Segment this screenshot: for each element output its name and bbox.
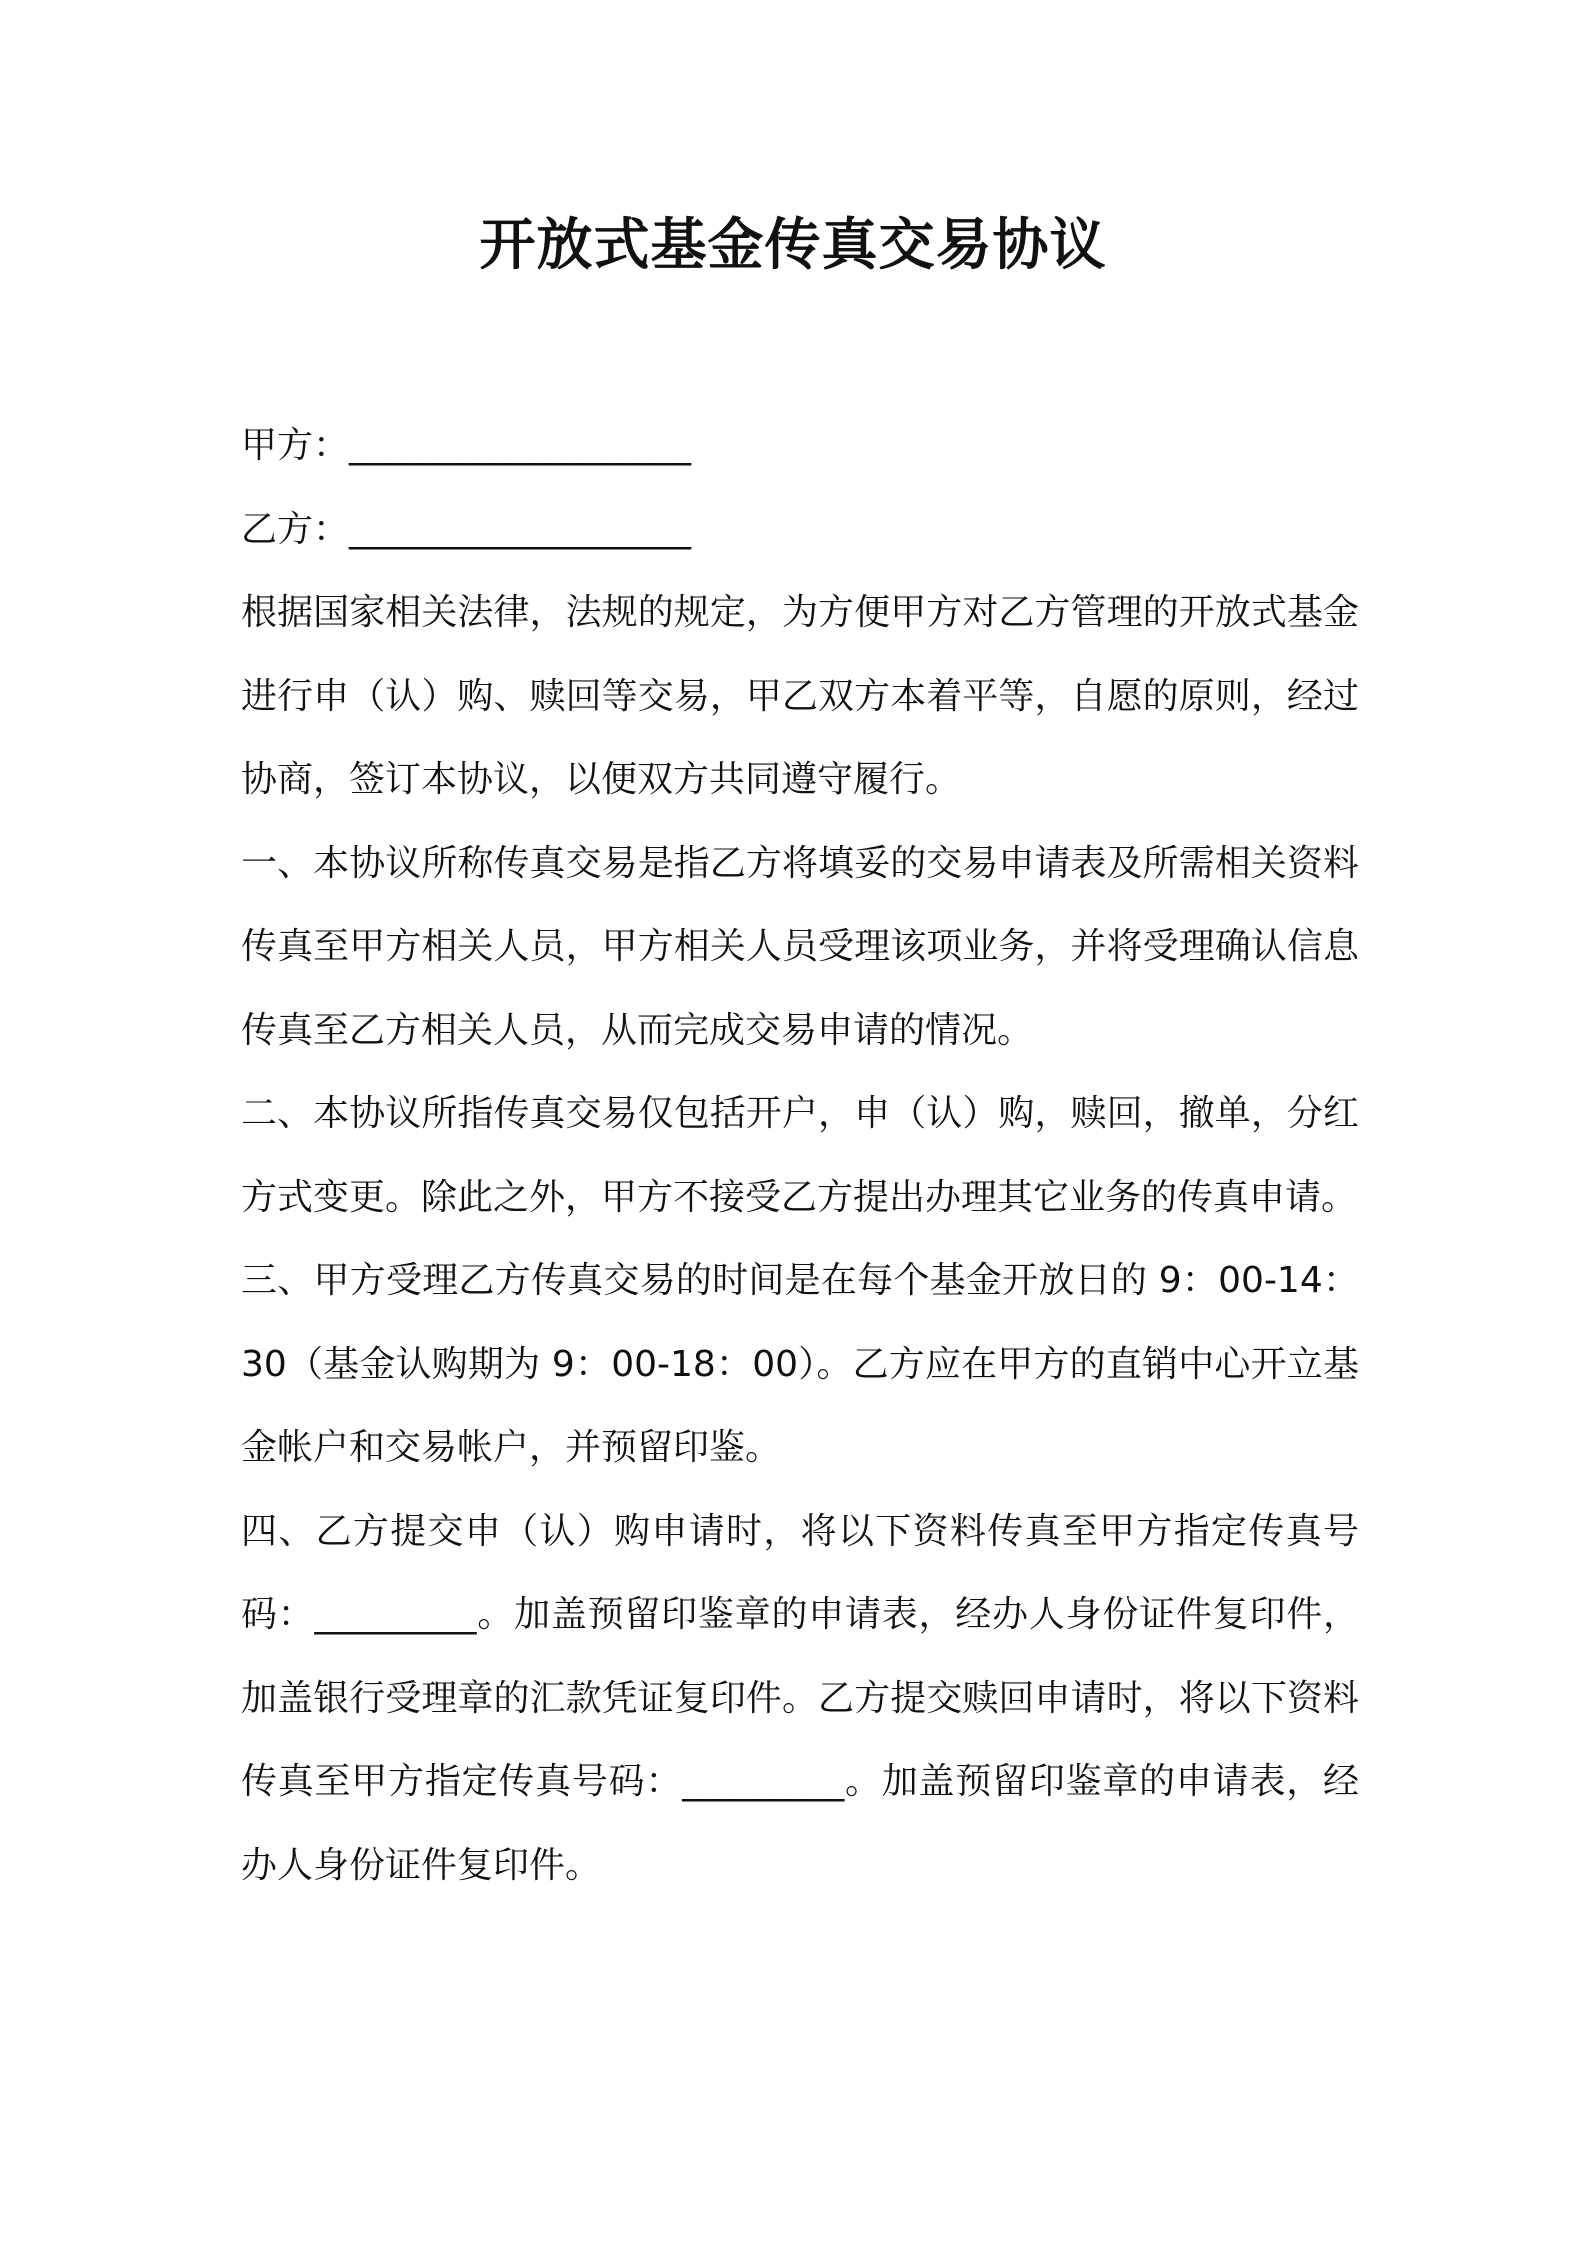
clause-1-paragraph: 一、本协议所称传真交易是指乙方将填妥的交易申请表及所需相关资料传真至甲方相关人员，甲方相关人员受理该项业务，并将受理确认信息传真至乙方相关人员，从而完成交易申请的情况。 [241,842,1359,1051]
preamble-paragraph: 根据国家相关法律，法规的规定，为方便甲方对乙方管理的开放式基金进行申（认）购、赎回等交易，甲乙双方本着平等，自愿的原则，经过协商，签订本协议，以便双方共同遵守履行。 [241,592,1359,800]
clause-3-paragraph: 三、甲方受理乙方传真交易的时间是在每个基金开放日的 9：00-14：30（基金认购期为 9：00-18：00）。乙方应在甲方的直销中心开立基金帐户和交易帐户，并预留印鉴。 [241,1260,1359,1468]
document-body [241,404,1359,1907]
document-title: 开放式基金传真交易协议 [479,213,1107,278]
clause-2-paragraph: 二、本协议所指传真交易仅包括开户，申（认）购，赎回，撤单，分红方式变更。除此之外，甲方不接受乙方提出办理其它业务的传真申请。 [241,1093,1359,1218]
clause-4-paragraph: 四、乙方提交申（认）购申请时，将以下资料传真至甲方指定传真号码：_________。加盖预留印鉴章的申请表，经办人身份证件复印件，加盖银行受理章的汇款凭证复印件。乙方提交赎回申请时，将以下资料传真至甲方指定传真号码：_________。加盖预留印鉴章的申请表，经办人身份证件复印件。 [241,1510,1359,1886]
party-b-line: 乙方：___________________ [241,508,692,550]
party-a-line: 甲方：___________________ [241,425,692,466]
